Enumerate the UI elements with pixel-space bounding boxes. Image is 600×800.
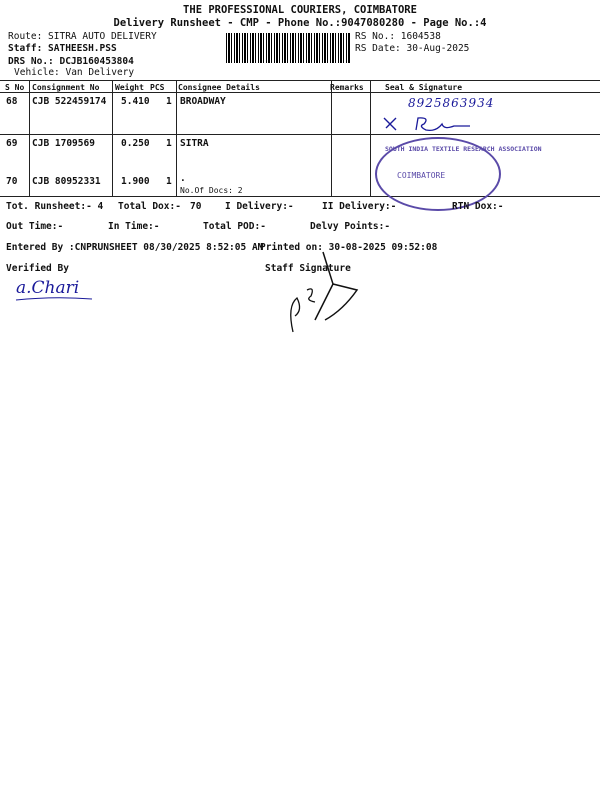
document-title: THE PROFESSIONAL COURIERS, COIMBATORE: [183, 4, 417, 16]
row-sno: 69: [6, 138, 18, 149]
row-consignee: .: [180, 173, 186, 184]
printed-on: Printed on: 30-08-2025 09:52:08: [260, 242, 438, 253]
row-sno: 70: [6, 176, 18, 187]
col-header-remarks: Remarks: [330, 83, 364, 92]
staff-label: Staff: SATHEESH.PSS: [8, 43, 117, 54]
stamp-text-line1: SOUTH INDIA TEXTILE RESEARCH ASSOCIATION: [385, 145, 542, 153]
col-header-consignee: Consignee Details: [178, 83, 260, 92]
col-header-pcs: PCS: [150, 83, 165, 92]
row-sno: 68: [6, 96, 18, 107]
verifier-signature: a.Chari: [16, 278, 80, 298]
ii-delivery: II Delivery:-: [322, 201, 397, 212]
tot-runsheet: Tot. Runsheet:- 4: [6, 201, 104, 212]
col-header-sno: S No: [5, 83, 25, 92]
handwritten-phone: 8925863934: [408, 96, 495, 110]
verifier-signature-underline-icon: [14, 296, 94, 302]
rs-number: RS No.: 1604538: [355, 31, 441, 42]
delvy-points: Delvy Points:-: [310, 221, 391, 232]
entered-by: Entered By :CNPRUNSHEET 08/30/2025 8:52:05 AM: [6, 242, 264, 253]
stamp-text-line2: COIMBATORE: [397, 171, 446, 180]
row-consignment: CJB 522459174: [32, 96, 107, 107]
total-dox-value: 70: [190, 201, 202, 212]
total-dox-label: Total Dox:-: [118, 201, 181, 212]
staff-signature-icon: [285, 250, 370, 340]
rtn-dox: RTN Dox:-: [452, 201, 504, 212]
i-delivery: I Delivery:-: [225, 201, 294, 212]
row-consignee: BROADWAY: [180, 96, 226, 107]
out-time: Out Time:-: [6, 221, 64, 232]
row-weight: 5.410: [121, 96, 150, 107]
barcode: [226, 33, 350, 63]
seal-stamp: [375, 137, 542, 212]
row-pcs: 1: [166, 176, 172, 187]
in-time: In Time:-: [108, 221, 160, 232]
document-subtitle: Delivery Runsheet - CMP - Phone No.:9047080280 - Page No.:4: [113, 17, 487, 29]
row-consignment: CJB 1709569: [32, 138, 95, 149]
col-header-weight: Weight: [115, 83, 144, 92]
row-consignment: CJB 80952331: [32, 176, 101, 187]
staff-signature-label: Staff Signature: [265, 263, 351, 274]
drs-number: DRS No.: DCJB160453804: [8, 56, 134, 67]
recipient-signature-icon: [378, 112, 478, 136]
row-pcs: 1: [166, 96, 172, 107]
rs-date: RS Date: 30-Aug-2025: [355, 43, 470, 54]
vehicle-label: Vehicle: Van Delivery: [14, 67, 135, 78]
row-doc-count: No.Of Docs: 2: [180, 186, 243, 195]
route-label: Route: SITRA AUTO DELIVERY: [8, 31, 157, 42]
row-consignee: SITRA: [180, 138, 209, 149]
row-pcs: 1: [166, 138, 172, 149]
col-header-consignment: Consignment No: [32, 83, 100, 92]
verified-by-label: Verified By: [6, 263, 69, 274]
row-weight: 0.250: [121, 138, 150, 149]
row-weight: 1.900: [121, 176, 150, 187]
col-header-seal-signature: Seal & Signature: [385, 83, 463, 92]
total-pod: Total POD:-: [203, 221, 266, 232]
